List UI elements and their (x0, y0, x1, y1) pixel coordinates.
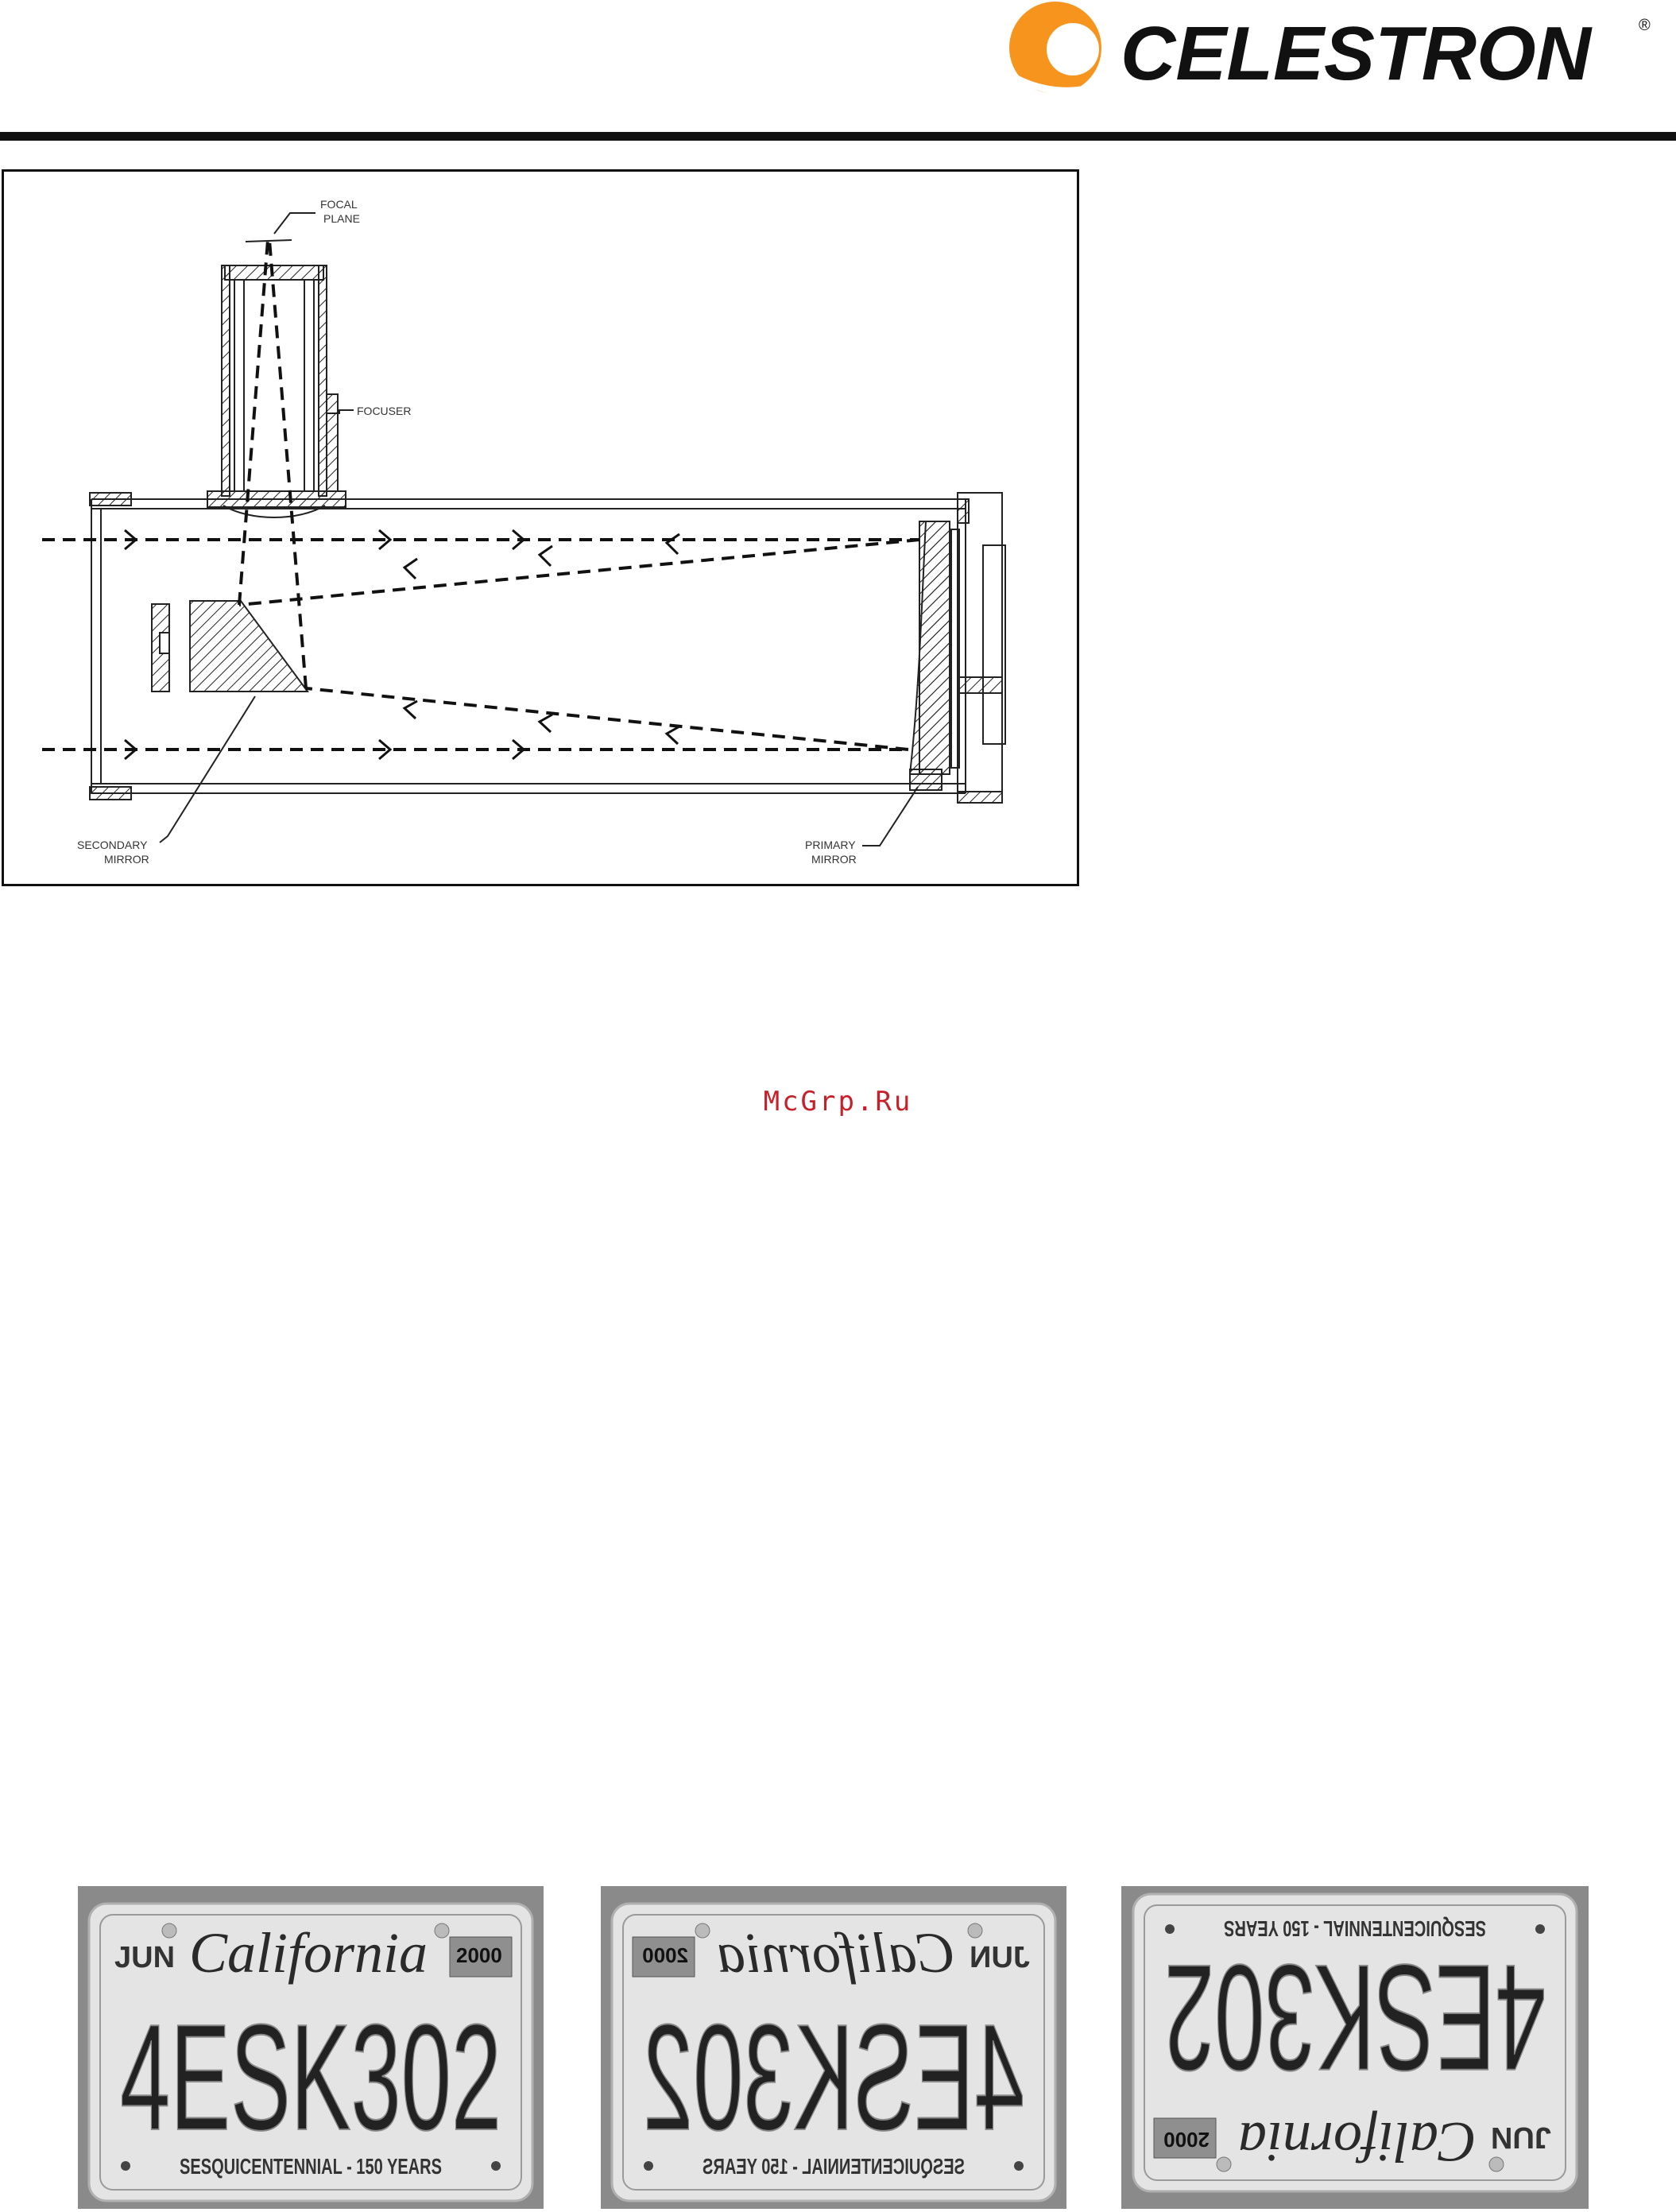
focuser-assembly (207, 240, 346, 517)
plate-drawing (78, 1886, 544, 2209)
brand-wordmark: CELESTRON (1121, 11, 1592, 96)
plate-number: 4ESK302 (1164, 1933, 1546, 2102)
license-plate-upside-down (1121, 1886, 1589, 2209)
plate-year-sticker: 2000 (456, 1943, 502, 1967)
label-focuser: FOCUSER (357, 405, 412, 417)
plate-state: California (1237, 2110, 1477, 2174)
plate-motto: SESQUICENTENNIAL - 150 YEARS (703, 2154, 965, 2179)
plate-drawing (601, 1886, 1066, 2209)
label-primary: PRIMARY (805, 839, 856, 851)
newtonian-optical-diagram (2, 169, 1079, 886)
secondary-mirror-assembly (152, 601, 308, 691)
label-secondary: SECONDARY (77, 839, 148, 851)
celestron-logo (1003, 0, 1655, 103)
plate-number: 4ESK302 (643, 1993, 1024, 2162)
label-primary-2: MIRROR (811, 853, 857, 866)
plate-motto: SESQUICENTENNIAL - 150 YEARS (180, 2154, 442, 2179)
secondary-mirror (190, 601, 308, 691)
plate-graphic-mirrored (612, 1904, 1055, 2201)
primary-mirror (910, 521, 950, 774)
label-focal-plane-2: PLANE (323, 212, 360, 225)
diagram-labels (77, 198, 857, 866)
plate-state: California (716, 1921, 955, 1985)
plate-month: JUN (969, 1941, 1030, 1974)
registered-mark: ® (1639, 17, 1651, 34)
plate-number: 4ESK302 (120, 1993, 501, 2162)
plate-year-sticker: 2000 (642, 1943, 688, 1967)
label-secondary-2: MIRROR (104, 853, 149, 866)
header-rule (0, 132, 1676, 141)
license-plate-mirrored (601, 1886, 1066, 2209)
plate-month: JUN (114, 1941, 176, 1974)
diagram-drawing (4, 172, 1077, 884)
label-focal-plane: FOCAL (320, 198, 358, 211)
plate-drawing (1121, 1886, 1589, 2209)
plate-state: California (189, 1921, 428, 1985)
plate-year-sticker: 2000 (1163, 2128, 1210, 2152)
plate-motto: SESQUICENTENNIAL - 150 YEARS (1224, 1916, 1486, 1941)
plate-graphic-rotated (1133, 1894, 1577, 2191)
plate-month: JUN (1490, 2121, 1551, 2154)
license-plate-normal (78, 1886, 544, 2209)
celestron-swoosh-icon (1009, 2, 1106, 95)
light-rays (42, 240, 919, 750)
watermark: McGrp.Ru (763, 1086, 913, 1118)
plate-graphic (89, 1904, 532, 2201)
